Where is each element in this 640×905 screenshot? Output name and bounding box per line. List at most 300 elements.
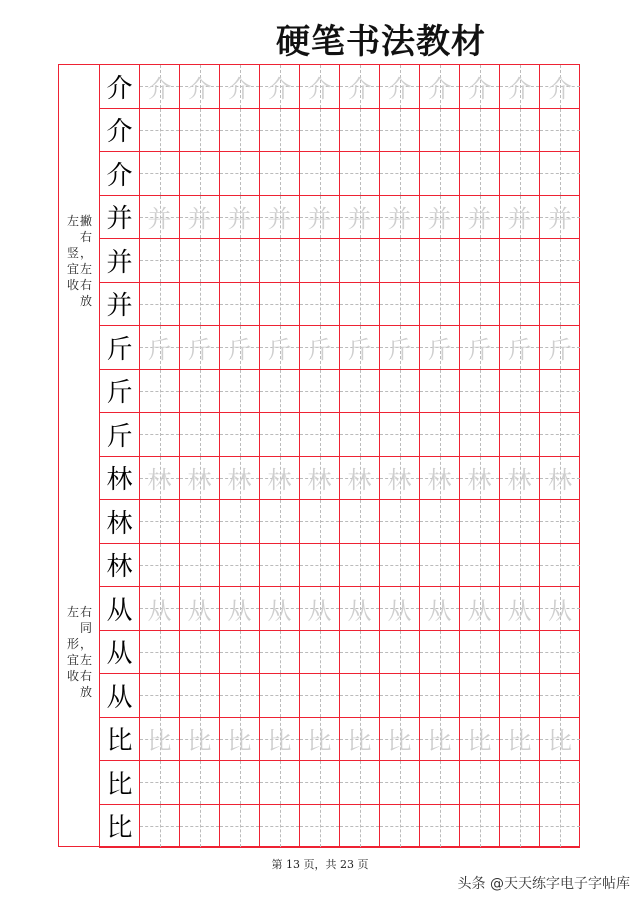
practice-row <box>100 152 580 196</box>
practice-char: 介 <box>347 74 372 103</box>
practice-char: 斤 <box>307 335 332 364</box>
trace-char-cell <box>340 457 380 501</box>
practice-char: 从 <box>507 596 532 625</box>
blank-practice-cell <box>180 283 220 327</box>
blank-practice-cell <box>300 500 340 544</box>
practice-char: 比 <box>267 727 292 756</box>
trace-char-cell <box>500 718 540 762</box>
practice-char: 比 <box>106 769 133 800</box>
practice-char: 比 <box>427 727 452 756</box>
trace-char-cell <box>140 457 180 501</box>
trace-char-cell <box>500 65 540 109</box>
blank-practice-cell <box>220 283 260 327</box>
blank-practice-cell <box>460 109 500 153</box>
blank-practice-cell <box>180 544 220 588</box>
blank-practice-cell <box>460 544 500 588</box>
blank-practice-cell <box>260 500 300 544</box>
trace-char-cell <box>220 326 260 370</box>
trace-char-cell <box>140 65 180 109</box>
practice-row <box>100 326 580 370</box>
trace-char-cell <box>180 65 220 109</box>
blank-practice-cell <box>220 413 260 457</box>
blank-practice-cell <box>380 500 420 544</box>
practice-char: 从 <box>187 596 212 625</box>
model-char-cell <box>100 718 140 762</box>
blank-practice-cell <box>500 500 540 544</box>
trace-char-cell <box>460 457 500 501</box>
blank-practice-cell <box>380 152 420 196</box>
blank-practice-cell <box>340 761 380 805</box>
model-char-cell <box>100 370 140 414</box>
practice-row <box>100 196 580 240</box>
practice-char: 斤 <box>467 335 492 364</box>
blank-practice-cell <box>340 283 380 327</box>
blank-practice-cell <box>140 413 180 457</box>
model-char-cell <box>100 65 140 109</box>
blank-practice-cell <box>460 805 500 849</box>
practice-char: 林 <box>387 466 412 495</box>
practice-char: 介 <box>147 74 172 103</box>
blank-practice-cell <box>420 631 460 675</box>
blank-practice-cell <box>540 631 580 675</box>
blank-practice-cell <box>500 544 540 588</box>
trace-char-cell <box>220 65 260 109</box>
practice-char: 并 <box>106 247 133 278</box>
trace-char-cell <box>180 587 220 631</box>
practice-char: 从 <box>387 596 412 625</box>
blank-practice-cell <box>260 370 300 414</box>
practice-char: 介 <box>507 74 532 103</box>
blank-practice-cell <box>420 370 460 414</box>
practice-row <box>100 587 580 631</box>
blank-practice-cell <box>260 761 300 805</box>
practice-char: 介 <box>387 74 412 103</box>
label-char: ， <box>79 637 92 652</box>
blank-practice-cell <box>260 674 300 718</box>
blank-practice-cell <box>380 631 420 675</box>
blank-practice-cell <box>260 413 300 457</box>
practice-char: 从 <box>427 596 452 625</box>
model-char-cell <box>100 544 140 588</box>
practice-char: 从 <box>227 596 252 625</box>
trace-char-cell <box>500 587 540 631</box>
blank-practice-cell <box>340 631 380 675</box>
blank-practice-cell <box>300 370 340 414</box>
practice-row <box>100 631 580 675</box>
blank-practice-cell <box>260 239 300 283</box>
blank-practice-cell <box>180 370 220 414</box>
blank-practice-cell <box>140 370 180 414</box>
practice-char: 介 <box>267 74 292 103</box>
label-char: 放 <box>79 293 92 308</box>
trace-char-cell <box>220 196 260 240</box>
practice-row <box>100 65 580 109</box>
label-char: 竖 <box>66 245 79 260</box>
label-char: 左 <box>66 605 79 620</box>
blank-practice-cell <box>180 239 220 283</box>
blank-practice-cell <box>180 413 220 457</box>
practice-char: 林 <box>267 466 292 495</box>
blank-practice-cell <box>300 109 340 153</box>
trace-char-cell <box>300 326 340 370</box>
blank-practice-cell <box>220 239 260 283</box>
practice-char: 并 <box>307 205 332 234</box>
model-char-cell <box>100 239 140 283</box>
practice-row <box>100 370 580 414</box>
blank-practice-cell <box>420 544 460 588</box>
label-char: 形 <box>66 637 79 652</box>
blank-practice-cell <box>220 152 260 196</box>
trace-char-cell <box>220 587 260 631</box>
practice-char: 并 <box>548 205 572 234</box>
label-char: 右 <box>79 229 92 244</box>
practice-char: 斤 <box>507 335 532 364</box>
practice-row <box>100 805 580 849</box>
practice-char: 比 <box>548 727 572 756</box>
blank-practice-cell <box>140 674 180 718</box>
model-char-cell <box>100 457 140 501</box>
practice-char: 斤 <box>227 335 252 364</box>
blank-practice-cell <box>500 283 540 327</box>
practice-char: 比 <box>106 813 133 844</box>
practice-char: 从 <box>106 682 133 713</box>
practice-char: 并 <box>507 205 532 234</box>
blank-practice-cell <box>460 283 500 327</box>
practice-char: 介 <box>427 74 452 103</box>
blank-practice-cell <box>340 544 380 588</box>
practice-row <box>100 718 580 762</box>
trace-char-cell <box>260 196 300 240</box>
blank-practice-cell <box>260 152 300 196</box>
blank-practice-cell <box>180 805 220 849</box>
practice-char: 斤 <box>187 335 212 364</box>
trace-char-cell <box>340 587 380 631</box>
practice-char: 斤 <box>347 335 372 364</box>
practice-char: 林 <box>507 466 532 495</box>
blank-practice-cell <box>340 370 380 414</box>
blank-practice-cell <box>500 631 540 675</box>
trace-char-cell <box>460 587 500 631</box>
blank-practice-cell <box>500 109 540 153</box>
model-char-cell <box>100 500 140 544</box>
practice-char: 介 <box>227 74 252 103</box>
blank-practice-cell <box>340 152 380 196</box>
practice-char: 介 <box>467 74 492 103</box>
trace-char-cell <box>500 196 540 240</box>
practice-group-left-pie <box>59 65 579 457</box>
blank-practice-cell <box>340 239 380 283</box>
practice-char: 林 <box>227 466 252 495</box>
blank-practice-cell <box>180 761 220 805</box>
blank-practice-cell <box>260 283 300 327</box>
blank-practice-cell <box>500 413 540 457</box>
trace-char-cell <box>460 718 500 762</box>
practice-char: 比 <box>106 726 133 757</box>
trace-char-cell <box>300 196 340 240</box>
practice-char: 并 <box>467 205 492 234</box>
blank-practice-cell <box>300 761 340 805</box>
blank-practice-cell <box>540 283 580 327</box>
model-char-cell <box>100 674 140 718</box>
blank-practice-cell <box>180 109 220 153</box>
blank-practice-cell <box>460 370 500 414</box>
practice-char: 并 <box>427 205 452 234</box>
blank-practice-cell <box>380 109 420 153</box>
practice-char: 林 <box>347 466 372 495</box>
trace-char-cell <box>540 587 580 631</box>
blank-practice-cell <box>540 674 580 718</box>
blank-practice-cell <box>540 500 580 544</box>
model-char-cell <box>100 761 140 805</box>
model-char-cell <box>100 326 140 370</box>
blank-practice-cell <box>500 370 540 414</box>
practice-char: 从 <box>467 596 492 625</box>
model-char-cell <box>100 196 140 240</box>
blank-practice-cell <box>420 674 460 718</box>
blank-practice-cell <box>500 805 540 849</box>
practice-char: 斤 <box>106 334 133 365</box>
blank-practice-cell <box>460 674 500 718</box>
blank-practice-cell <box>220 500 260 544</box>
practice-char: 并 <box>147 205 172 234</box>
group-label <box>59 65 100 457</box>
trace-char-cell <box>260 718 300 762</box>
label-char: 撇 <box>79 213 92 228</box>
blank-practice-cell <box>420 109 460 153</box>
blank-practice-cell <box>420 239 460 283</box>
practice-char: 从 <box>106 595 133 626</box>
practice-row <box>100 109 580 153</box>
blank-practice-cell <box>180 500 220 544</box>
blank-practice-cell <box>300 674 340 718</box>
trace-char-cell <box>220 718 260 762</box>
label-char <box>67 293 80 309</box>
trace-char-cell <box>260 587 300 631</box>
blank-practice-cell <box>300 805 340 849</box>
blank-practice-cell <box>540 152 580 196</box>
blank-practice-cell <box>140 239 180 283</box>
practice-char: 比 <box>187 727 212 756</box>
practice-char: 介 <box>548 74 572 103</box>
practice-char: 林 <box>187 466 212 495</box>
blank-practice-cell <box>260 544 300 588</box>
blank-practice-cell <box>380 674 420 718</box>
blank-practice-cell <box>260 631 300 675</box>
practice-char: 从 <box>548 596 572 625</box>
practice-group-same-shape <box>59 457 579 849</box>
label-char: ， <box>79 245 92 260</box>
trace-char-cell <box>140 326 180 370</box>
blank-practice-cell <box>340 413 380 457</box>
blank-practice-cell <box>540 239 580 283</box>
trace-char-cell <box>180 196 220 240</box>
practice-char: 介 <box>307 74 332 103</box>
blank-practice-cell <box>380 413 420 457</box>
practice-sheet <box>58 64 580 847</box>
label-char: 左 <box>79 653 92 668</box>
blank-practice-cell <box>140 631 180 675</box>
blank-practice-cell <box>460 761 500 805</box>
practice-char: 斤 <box>106 421 133 452</box>
label-char: 宜 <box>66 653 79 668</box>
blank-practice-cell <box>500 239 540 283</box>
blank-practice-cell <box>540 805 580 849</box>
practice-row <box>100 761 580 805</box>
practice-char: 并 <box>106 204 133 235</box>
label-char: 右 <box>79 669 92 684</box>
blank-practice-cell <box>260 109 300 153</box>
practice-char: 比 <box>507 727 532 756</box>
practice-char: 林 <box>106 508 133 539</box>
trace-char-cell <box>540 326 580 370</box>
label-char: 收 <box>66 669 79 684</box>
practice-char: 斤 <box>106 378 133 409</box>
model-char-cell <box>100 631 140 675</box>
blank-practice-cell <box>420 283 460 327</box>
blank-practice-cell <box>220 109 260 153</box>
practice-char: 比 <box>307 727 332 756</box>
trace-char-cell <box>500 326 540 370</box>
blank-practice-cell <box>260 805 300 849</box>
practice-row <box>100 239 580 283</box>
model-char-cell <box>100 413 140 457</box>
model-char-cell <box>100 109 140 153</box>
blank-practice-cell <box>420 761 460 805</box>
label-char: 左 <box>66 213 79 228</box>
practice-char: 从 <box>106 639 133 670</box>
trace-char-cell <box>140 718 180 762</box>
trace-char-cell <box>460 65 500 109</box>
blank-practice-cell <box>220 631 260 675</box>
label-char: 放 <box>79 685 92 700</box>
practice-char: 林 <box>548 466 572 495</box>
blank-practice-cell <box>340 674 380 718</box>
practice-char: 林 <box>307 466 332 495</box>
practice-char: 并 <box>267 205 292 234</box>
blank-practice-cell <box>500 761 540 805</box>
blank-practice-cell <box>140 544 180 588</box>
blank-practice-cell <box>140 761 180 805</box>
model-char-cell <box>100 587 140 631</box>
blank-practice-cell <box>300 239 340 283</box>
trace-char-cell <box>540 65 580 109</box>
trace-char-cell <box>380 65 420 109</box>
practice-char: 介 <box>106 73 133 104</box>
practice-row <box>100 674 580 718</box>
trace-char-cell <box>300 718 340 762</box>
label-char: 收 <box>66 277 79 292</box>
blank-practice-cell <box>300 413 340 457</box>
blank-practice-cell <box>380 761 420 805</box>
model-char-cell <box>100 283 140 327</box>
group-label <box>59 457 100 849</box>
blank-practice-cell <box>420 805 460 849</box>
blank-practice-cell <box>540 109 580 153</box>
practice-char: 林 <box>106 465 133 496</box>
label-char <box>67 684 80 700</box>
page-footer: 第 13 页，共 23 页 <box>271 858 369 871</box>
blank-practice-cell <box>460 631 500 675</box>
trace-char-cell <box>420 718 460 762</box>
practice-char: 介 <box>106 117 133 148</box>
blank-practice-cell <box>220 370 260 414</box>
blank-practice-cell <box>540 370 580 414</box>
trace-char-cell <box>300 587 340 631</box>
blank-practice-cell <box>300 631 340 675</box>
blank-practice-cell <box>140 805 180 849</box>
practice-char: 斤 <box>548 335 572 364</box>
trace-char-cell <box>460 326 500 370</box>
trace-char-cell <box>180 457 220 501</box>
blank-practice-cell <box>420 152 460 196</box>
blank-practice-cell <box>220 761 260 805</box>
blank-practice-cell <box>300 283 340 327</box>
label-char <box>67 620 80 636</box>
blank-practice-cell <box>460 239 500 283</box>
trace-char-cell <box>420 196 460 240</box>
practice-char: 斤 <box>387 335 412 364</box>
practice-char: 从 <box>347 596 372 625</box>
trace-char-cell <box>380 457 420 501</box>
blank-practice-cell <box>340 109 380 153</box>
trace-char-cell <box>340 718 380 762</box>
practice-row <box>100 413 580 457</box>
blank-practice-cell <box>180 631 220 675</box>
practice-row <box>100 544 580 588</box>
practice-char: 介 <box>106 160 133 191</box>
blank-practice-cell <box>380 805 420 849</box>
trace-char-cell <box>380 326 420 370</box>
practice-char: 并 <box>347 205 372 234</box>
trace-char-cell <box>180 718 220 762</box>
blank-practice-cell <box>420 500 460 544</box>
blank-practice-cell <box>180 674 220 718</box>
blank-practice-cell <box>460 152 500 196</box>
trace-char-cell <box>380 718 420 762</box>
practice-char: 林 <box>467 466 492 495</box>
blank-practice-cell <box>380 239 420 283</box>
trace-char-cell <box>340 65 380 109</box>
practice-char: 比 <box>387 727 412 756</box>
blank-practice-cell <box>140 283 180 327</box>
blank-practice-cell <box>500 152 540 196</box>
blank-practice-cell <box>300 544 340 588</box>
practice-char: 从 <box>307 596 332 625</box>
blank-practice-cell <box>340 805 380 849</box>
trace-char-cell <box>140 587 180 631</box>
trace-char-cell <box>220 457 260 501</box>
trace-char-cell <box>300 457 340 501</box>
blank-practice-cell <box>540 413 580 457</box>
practice-row <box>100 283 580 327</box>
blank-practice-cell <box>460 500 500 544</box>
trace-char-cell <box>380 196 420 240</box>
blank-practice-cell <box>380 370 420 414</box>
trace-char-cell <box>180 326 220 370</box>
practice-char: 并 <box>227 205 252 234</box>
blank-practice-cell <box>460 413 500 457</box>
blank-practice-cell <box>300 152 340 196</box>
blank-practice-cell <box>380 283 420 327</box>
blank-practice-cell <box>140 152 180 196</box>
practice-char: 斤 <box>147 335 172 364</box>
blank-practice-cell <box>540 544 580 588</box>
label-char <box>67 229 80 245</box>
trace-char-cell <box>500 457 540 501</box>
model-char-cell <box>100 805 140 849</box>
practice-char: 从 <box>267 596 292 625</box>
trace-char-cell <box>340 326 380 370</box>
